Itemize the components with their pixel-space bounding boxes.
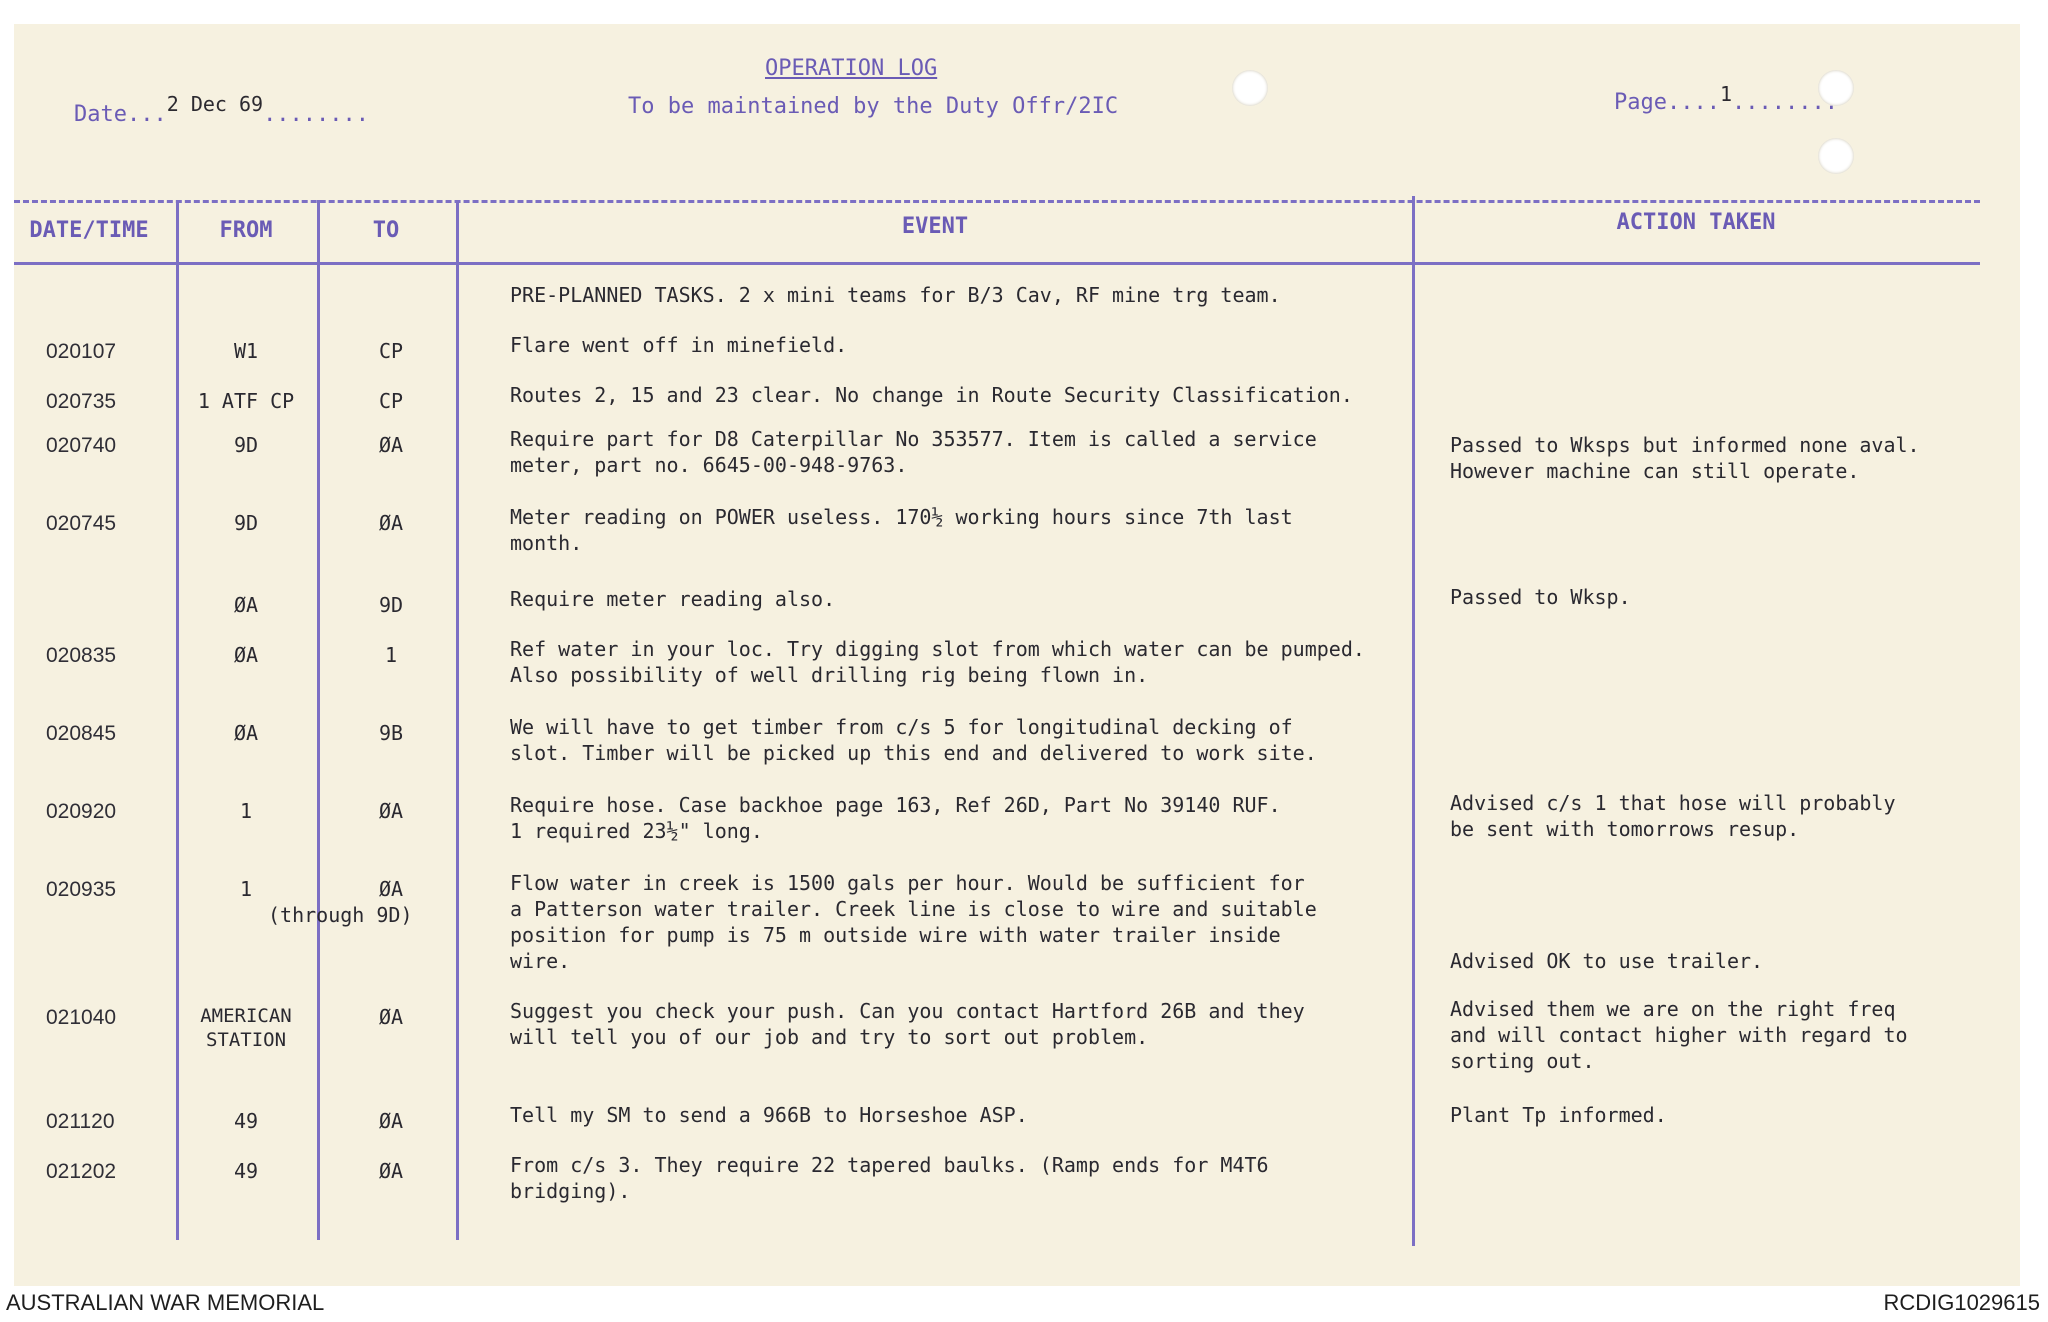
column-divider [456, 200, 459, 1240]
row-to: ØA [378, 1159, 404, 1183]
row-to: CP [378, 389, 404, 413]
row-action: Plant Tp informed. [1450, 1103, 1667, 1127]
row-to: ØA [378, 1109, 404, 1133]
row-to: 9D [378, 593, 404, 617]
row-datetime: 020845 [46, 722, 117, 745]
row-event: Meter reading on POWER useless. 170½ working hours since 7th last month. [510, 505, 1293, 555]
row-event: Flow water in creek is 1500 gals per hour. Would be sufficient for a Patterson water trailer. Creek line is close to wire and suitable position for pump is 75 m outside wire with water trailer inside wire. [510, 871, 1317, 973]
archive-reference: RCDIG1029615 [1883, 1290, 2040, 1315]
dotted-leader: ... [126, 102, 167, 127]
row-action: Advised them we are on the right freq and will contact higher with regard to sorting out. [1450, 997, 1908, 1073]
row-to: ØA [378, 511, 404, 535]
document-title: OPERATION LOG [765, 56, 938, 81]
row-datetime: 020835 [46, 644, 117, 667]
date-value: 2 Dec 69 [166, 92, 264, 116]
row-datetime: 021202 [46, 1160, 117, 1183]
row-event: Flare went off in minefield. [510, 333, 848, 357]
row-from: ØA [233, 643, 259, 667]
row-action: Advised c/s 1 that hose will probably be sent with tomorrows resup. [1450, 791, 1896, 841]
row-to: ØA [378, 433, 404, 457]
row-to: 1 [384, 643, 398, 667]
column-divider [317, 200, 320, 1240]
row-from: 49 [233, 1159, 259, 1183]
row-datetime: 020935 [46, 878, 117, 901]
row-to: CP [378, 339, 404, 363]
row-action: Advised OK to use trailer. [1450, 949, 1764, 973]
punch-hole [1232, 70, 1268, 106]
column-header-event: EVENT [901, 214, 969, 239]
row-from: 1 [239, 799, 253, 823]
column-divider [176, 200, 179, 1240]
row-action: Passed to Wksps but informed none aval. However machine can still operate. [1450, 433, 1920, 483]
page-number: 1 [1719, 82, 1733, 106]
date-field [74, 92, 370, 127]
column-header-to: TO [372, 218, 400, 243]
row-to: ØA [378, 1005, 404, 1029]
row-via: (through 9D) [268, 903, 413, 927]
row-event: We will have to get timber from c/s 5 for longitudinal decking of slot. Timber will be picked up this end and delivered to work site. [510, 715, 1317, 765]
dotted-leader: ........ [1732, 90, 1838, 115]
row-datetime: 020735 [46, 390, 117, 413]
row-event: From c/s 3. They require 22 tapered baulks. (Ramp ends for M4T6 bridging). [510, 1153, 1269, 1203]
row-event: Ref water in your loc. Try digging slot from which water can be pumped. Also possibility of well drilling rig being flown in. [510, 637, 1365, 687]
row-event: Require meter reading also. [510, 587, 836, 611]
row-datetime: 020920 [46, 800, 117, 823]
row-from: 9D [233, 433, 259, 457]
document-subtitle: To be maintained by the Duty Offr/2IC [628, 94, 1119, 119]
row-from: 49 [233, 1109, 259, 1133]
table-header-rule [14, 262, 1980, 265]
dotted-leader: ........ [263, 102, 370, 127]
row-datetime: 021040 [46, 1006, 117, 1029]
column-header-datetime: DATE/TIME [29, 218, 149, 243]
row-event: Require hose. Case backhoe page 163, Ref 26D, Part No 39140 RUF. 1 required 23½" long. [510, 793, 1281, 843]
column-header-action: ACTION TAKEN [1616, 210, 1776, 235]
row-datetime: 020745 [46, 512, 117, 535]
preplanned-tasks: PRE-PLANNED TASKS. 2 x mini teams for B/3 Cav, RF mine trg team. [510, 283, 1281, 307]
row-from: 1 [239, 877, 253, 901]
row-from: W1 [233, 339, 259, 363]
row-event: Routes 2, 15 and 23 clear. No change in Route Security Classification. [510, 383, 1353, 407]
row-action: Passed to Wksp. [1450, 585, 1631, 609]
column-divider [1412, 196, 1415, 1246]
row-datetime: 020107 [46, 340, 117, 363]
row-event: Require part for D8 Caterpillar No 353577. Item is called a service meter, part no. 6645-00-948-9763. [510, 427, 1317, 477]
row-from: AMERICAN STATION [200, 1005, 292, 1051]
page-field [1614, 82, 1838, 115]
row-datetime: 021120 [46, 1110, 115, 1133]
row-from: 1 ATF CP [197, 389, 295, 413]
punch-hole [1818, 138, 1854, 174]
row-from: 9D [233, 511, 259, 535]
row-to: 9B [378, 721, 404, 745]
row-event: Suggest you check your push. Can you contact Hartford 26B and they will tell you of our job and try to sort out problem. [510, 999, 1305, 1049]
page-label: Page [1614, 90, 1667, 115]
table-top-rule [14, 200, 1980, 203]
row-from: ØA [233, 593, 259, 617]
row-event: Tell my SM to send a 966B to Horseshoe ASP. [510, 1103, 1028, 1127]
row-to: ØA [378, 799, 404, 823]
dotted-leader: .... [1666, 90, 1720, 115]
date-label: Date [74, 102, 127, 127]
archive-credit: AUSTRALIAN WAR MEMORIAL [6, 1290, 325, 1315]
row-to: ØA [378, 877, 404, 901]
row-datetime: 020740 [46, 434, 117, 457]
row-from: ØA [233, 721, 259, 745]
column-header-from: FROM [219, 218, 273, 243]
